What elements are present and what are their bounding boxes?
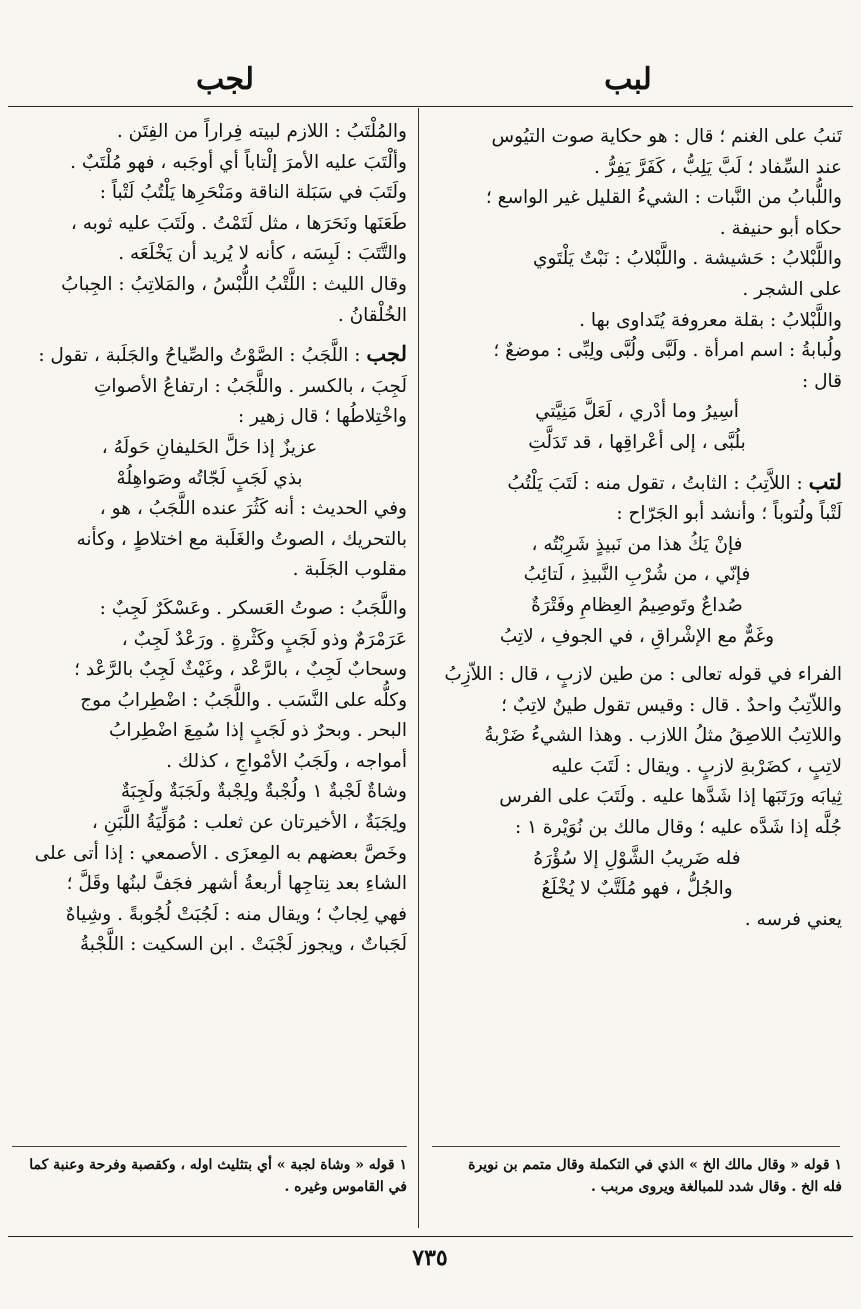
text-line (12, 655, 407, 686)
line-text: تَنبُ على الغنم ؛ قال : هو حكاية صوت التيُوس (491, 126, 842, 147)
line-text: واللَّبْلابُ : حَشيشة . واللَّبْلابُ : نَبْتٌ يَلْتَوي (533, 248, 842, 270)
text-line (432, 721, 842, 752)
line-text: واللاّتِبُ واحدٌ . قال : وقيس تقول طينٌ لاتِبٌ ؛ (501, 694, 842, 716)
text-line (432, 244, 842, 275)
line-text: وفي الحديث : أنه كَثُرَ عنده اللَّجَبُ ، هو ، (99, 498, 407, 520)
left-column-header: لجب (196, 62, 254, 97)
line-text: والجُلُّ ، فهو مُلَتَّبٌ لا يُخْلَعُ (541, 878, 733, 900)
line-text: الفراء في قوله تعالى : من طين لازبٍ ، قال : اللاّزِبُ (444, 664, 842, 686)
verse-line (432, 622, 842, 653)
footnote-line: ١ قوله « وشاة لجبة » أي بتثليث اوله ، وكقصبة وفرحة وعنبة كما (29, 1157, 407, 1173)
text-line (432, 153, 842, 184)
text-line (12, 339, 407, 372)
line-text: والتَّتَبَ : لَبِسَه ، كأنه لا يُريد أن يَخْلَعَه . (118, 243, 407, 265)
text-line (432, 336, 842, 367)
entry-headword: لجب (366, 341, 407, 367)
line-text: واللاتِبُ اللاصِقُ مثلُ اللازب . وهذا الشيءُ ضَرْبةُ (484, 725, 842, 747)
line-text: بالتحريك ، الصوتُ والغَلَبة مع اختلاطٍ ، وكأنه (76, 528, 407, 550)
line-text: الخُلْقانُ . (337, 304, 407, 326)
text-line (432, 905, 842, 936)
text-line (12, 900, 407, 931)
text-line (432, 367, 842, 398)
line-text: واخْتِلاطُها ؛ قال زهير : (237, 406, 407, 428)
line-text: لاتِبٍ ، كضَرْبةِ لازبٍ . ويقال : لَتَبَ عليه (551, 755, 842, 777)
text-line (432, 122, 842, 153)
right-column-header: لبب (604, 62, 652, 97)
right-column (432, 122, 842, 935)
left-column (12, 117, 407, 961)
line-text: وخَصَّ بعضهم به المِعزَى . الأصمعي : إذا أتى على (34, 842, 407, 864)
line-text: واللَّجَبُ : صوتُ العَسكر . وعَسْكَرٌ لَجِبٌ : (99, 597, 407, 619)
text-line (432, 275, 842, 306)
verse-line (432, 397, 842, 428)
line-text: عزيزٌ إذا حَلَّ الحَليفانِ حَولَهُ ، (101, 436, 318, 458)
line-text: ولَتَبَ في سَبَلة الناقة ومَنْحَرِها يَلْتُبُ لَتْباً : (99, 182, 407, 204)
column-divider (418, 108, 419, 1228)
verse-line (432, 428, 842, 459)
text-line (12, 594, 407, 625)
text-line (432, 183, 842, 214)
line-text: واللَّبْلابُ : بقلة معروفة يُتَداوى بها . (579, 309, 842, 331)
footnote-rule-right (432, 1146, 840, 1147)
line-text: عند السِّفاد ؛ لَبَّ يَلِبُّ ، كَفَرَّ يَفِرُّ . (594, 156, 842, 178)
line-text: وشاةٌ لَجْبةٌ ١ ولُجْبةٌ ولِجْبةٌ ولَجَبَةٌ ولَجِبَةٌ (120, 781, 407, 803)
text-line (432, 499, 842, 530)
text-line (12, 777, 407, 808)
line-text: أمواجه ، ولَجَبُ الأمْواجِ ، كذلك . (166, 750, 407, 772)
text-line (12, 839, 407, 870)
header-rule (8, 106, 853, 107)
text-line (12, 808, 407, 839)
verse-line (432, 591, 842, 622)
line-text: فهي لِجابٌ ؛ ويقال منه : لَجُبَتْ لُجُوبةً . وشِياهٌ (65, 903, 407, 925)
text-line (432, 660, 842, 691)
footnote-rule-left (12, 1146, 407, 1147)
line-text: : اللاَّتِبُ : الثابتُ ، تقول منه : لَتَبَ يَلْتُبُ (507, 472, 809, 494)
text-line (432, 813, 842, 844)
text-line (12, 686, 407, 717)
text-line (12, 494, 407, 525)
line-text: فإنّي ، من شُرْبِ النَّبيذِ ، لَتائِبُ (523, 564, 751, 586)
text-line (432, 306, 842, 337)
verse-line (12, 433, 407, 464)
line-text: ثِيابَه ورَتَبَها إذا شَدَّها عليه . ولَتَبَ على الفرس (499, 786, 842, 808)
line-text: والمُلْتَبُ : اللازم لبيته فِراراً من الفِتَن . (116, 121, 407, 142)
text-line (12, 716, 407, 747)
line-text: يعني فرسه . (744, 908, 842, 930)
footnote-left (12, 1154, 407, 1198)
footnote-line: في القاموس وغيره . (284, 1179, 407, 1195)
verse-line (432, 874, 842, 905)
line-text: البحر . وبحرٌ ذو لَجَبٍ إذا سُمِعَ اضْطِرابُ (108, 720, 407, 742)
text-line (12, 869, 407, 900)
verse-line (432, 560, 842, 591)
line-text: وسحابٌ لَجِبٌ ، بالرَّعْد ، وغَيْثٌ لَجِبٌ بالرَّعْد ؛ (74, 659, 407, 681)
text-line (432, 782, 842, 813)
footnote-line: ١ قوله « وقال مالك الخ » الذي في التكملة وقال متمم بن نويرة (468, 1157, 842, 1173)
line-text: مقلوب الجَلَبة . (292, 559, 407, 581)
text-line (12, 239, 407, 270)
line-text: وكلُّه على النَّسَب . واللَّجَبُ : اضْطِرابُ موج (80, 689, 407, 711)
verse-line (432, 530, 842, 561)
text-line (432, 214, 842, 245)
line-text: بلُبَّى ، إلى أعْراقِها ، قد تَدَلَّتِ (528, 431, 746, 453)
text-line (12, 525, 407, 556)
footnote-line: فله الخ . وقال شدد للمبالغة ويروى مربب . (591, 1179, 842, 1195)
line-text: الشاءِ بعد نِتاجِها أربعةُ أشهر فجَفَّ لبنُها وقَلَّ ؛ (66, 873, 407, 895)
footnote-right (432, 1154, 842, 1198)
line-text: حكاه أبو حنيفة . (719, 217, 842, 239)
line-text: على الشجر . (742, 278, 842, 300)
page-number: ٧٣٥ (412, 1245, 448, 1271)
text-line (12, 555, 407, 586)
line-text: واللُّبابُ من النَّبات : الشيءُ القليل غير الواسع ؛ (485, 187, 842, 209)
text-line (12, 209, 407, 240)
footer-rule (8, 1236, 853, 1237)
line-text: وغَمٌّ مع الإشْراقِ ، في الجوفِ ، لاتِبُ (499, 625, 775, 647)
text-line (12, 301, 407, 332)
entry-headword: لتب (808, 468, 842, 494)
text-line (12, 402, 407, 433)
text-line (12, 148, 407, 179)
line-text: عَرَمْرَمٌ وذو لَجَبٍ وكَثْرةٍ . ورَعْدٌ لَجِبٌ ، (121, 628, 407, 650)
line-text: لَتْباً ولُتوباً ؛ وأنشد أبو الجَرّاح : (616, 503, 842, 525)
text-line (12, 270, 407, 301)
line-text: فإنْ يَكُ هذا من نَبيذٍ شَرِبْتُه ، (531, 533, 743, 555)
text-line (12, 117, 407, 148)
line-text: وقال الليث : اللَّتْبُ اللُّبْسُ ، والمَلاتِبُ : الجِبابُ (61, 273, 407, 295)
verse-line (12, 464, 407, 495)
line-text: جُلَّه إذا شَدَّه عليه ؛ وقال مالك بن نُوَيْرة ١ : (514, 817, 842, 839)
text-line (432, 467, 842, 500)
line-text: لَجِبَ ، بالكسر . واللَّجَبُ : ارتفاعُ الأصواتِ (93, 375, 407, 397)
text-line (12, 747, 407, 778)
line-text: ولُبابةُ : اسم امرأة . ولَبَّى ولُبَّى ولِبِّى : موضعٌ ؛ (493, 340, 842, 362)
text-line (12, 930, 407, 961)
verse-line (432, 844, 842, 875)
text-line (12, 372, 407, 403)
line-text: وألْتَبَ عليه الأمرَ إلْتاباً أي أوجَبه ، فهو مُلْتَبٌ . (70, 151, 407, 173)
line-text: : اللَّجَبُ : الصَّوْتُ والصِّياحُ والجَلَبة ، تقول : (38, 345, 367, 367)
line-text: بذي لَجَبٍ لَجّاتُه وصَواهِلُهْ (116, 467, 303, 489)
line-text: لَجَباتٌ ، ويجوز لَجْبَتْ . ابن السكيت : اللَّجْبةُ (79, 934, 407, 956)
line-text: أسِيرُ وما أدْري ، لَعَلَّ مَنِيَّتي (535, 401, 739, 423)
line-text: صُداعٌ وتَوصِيمُ العِظامِ وفَتْرَةٌ (531, 594, 743, 616)
line-text: فله ضَريبُ الشَّوْلِ إلا سُؤْرَهُ (533, 847, 741, 869)
text-line (432, 691, 842, 722)
text-line (432, 752, 842, 783)
line-text: قال : (801, 370, 842, 392)
line-text: طَعَنَها ونَحَرَها ، مثل لَتَمْتُ . ولَتَبَ عليه ثوبه ، (70, 212, 407, 234)
line-text: ولِجَبَةٌ ، الأخيرتان عن ثعلب : مُوَلِّيَةُ اللَّبَنِ ، (91, 812, 407, 834)
text-line (12, 625, 407, 656)
text-line (12, 178, 407, 209)
